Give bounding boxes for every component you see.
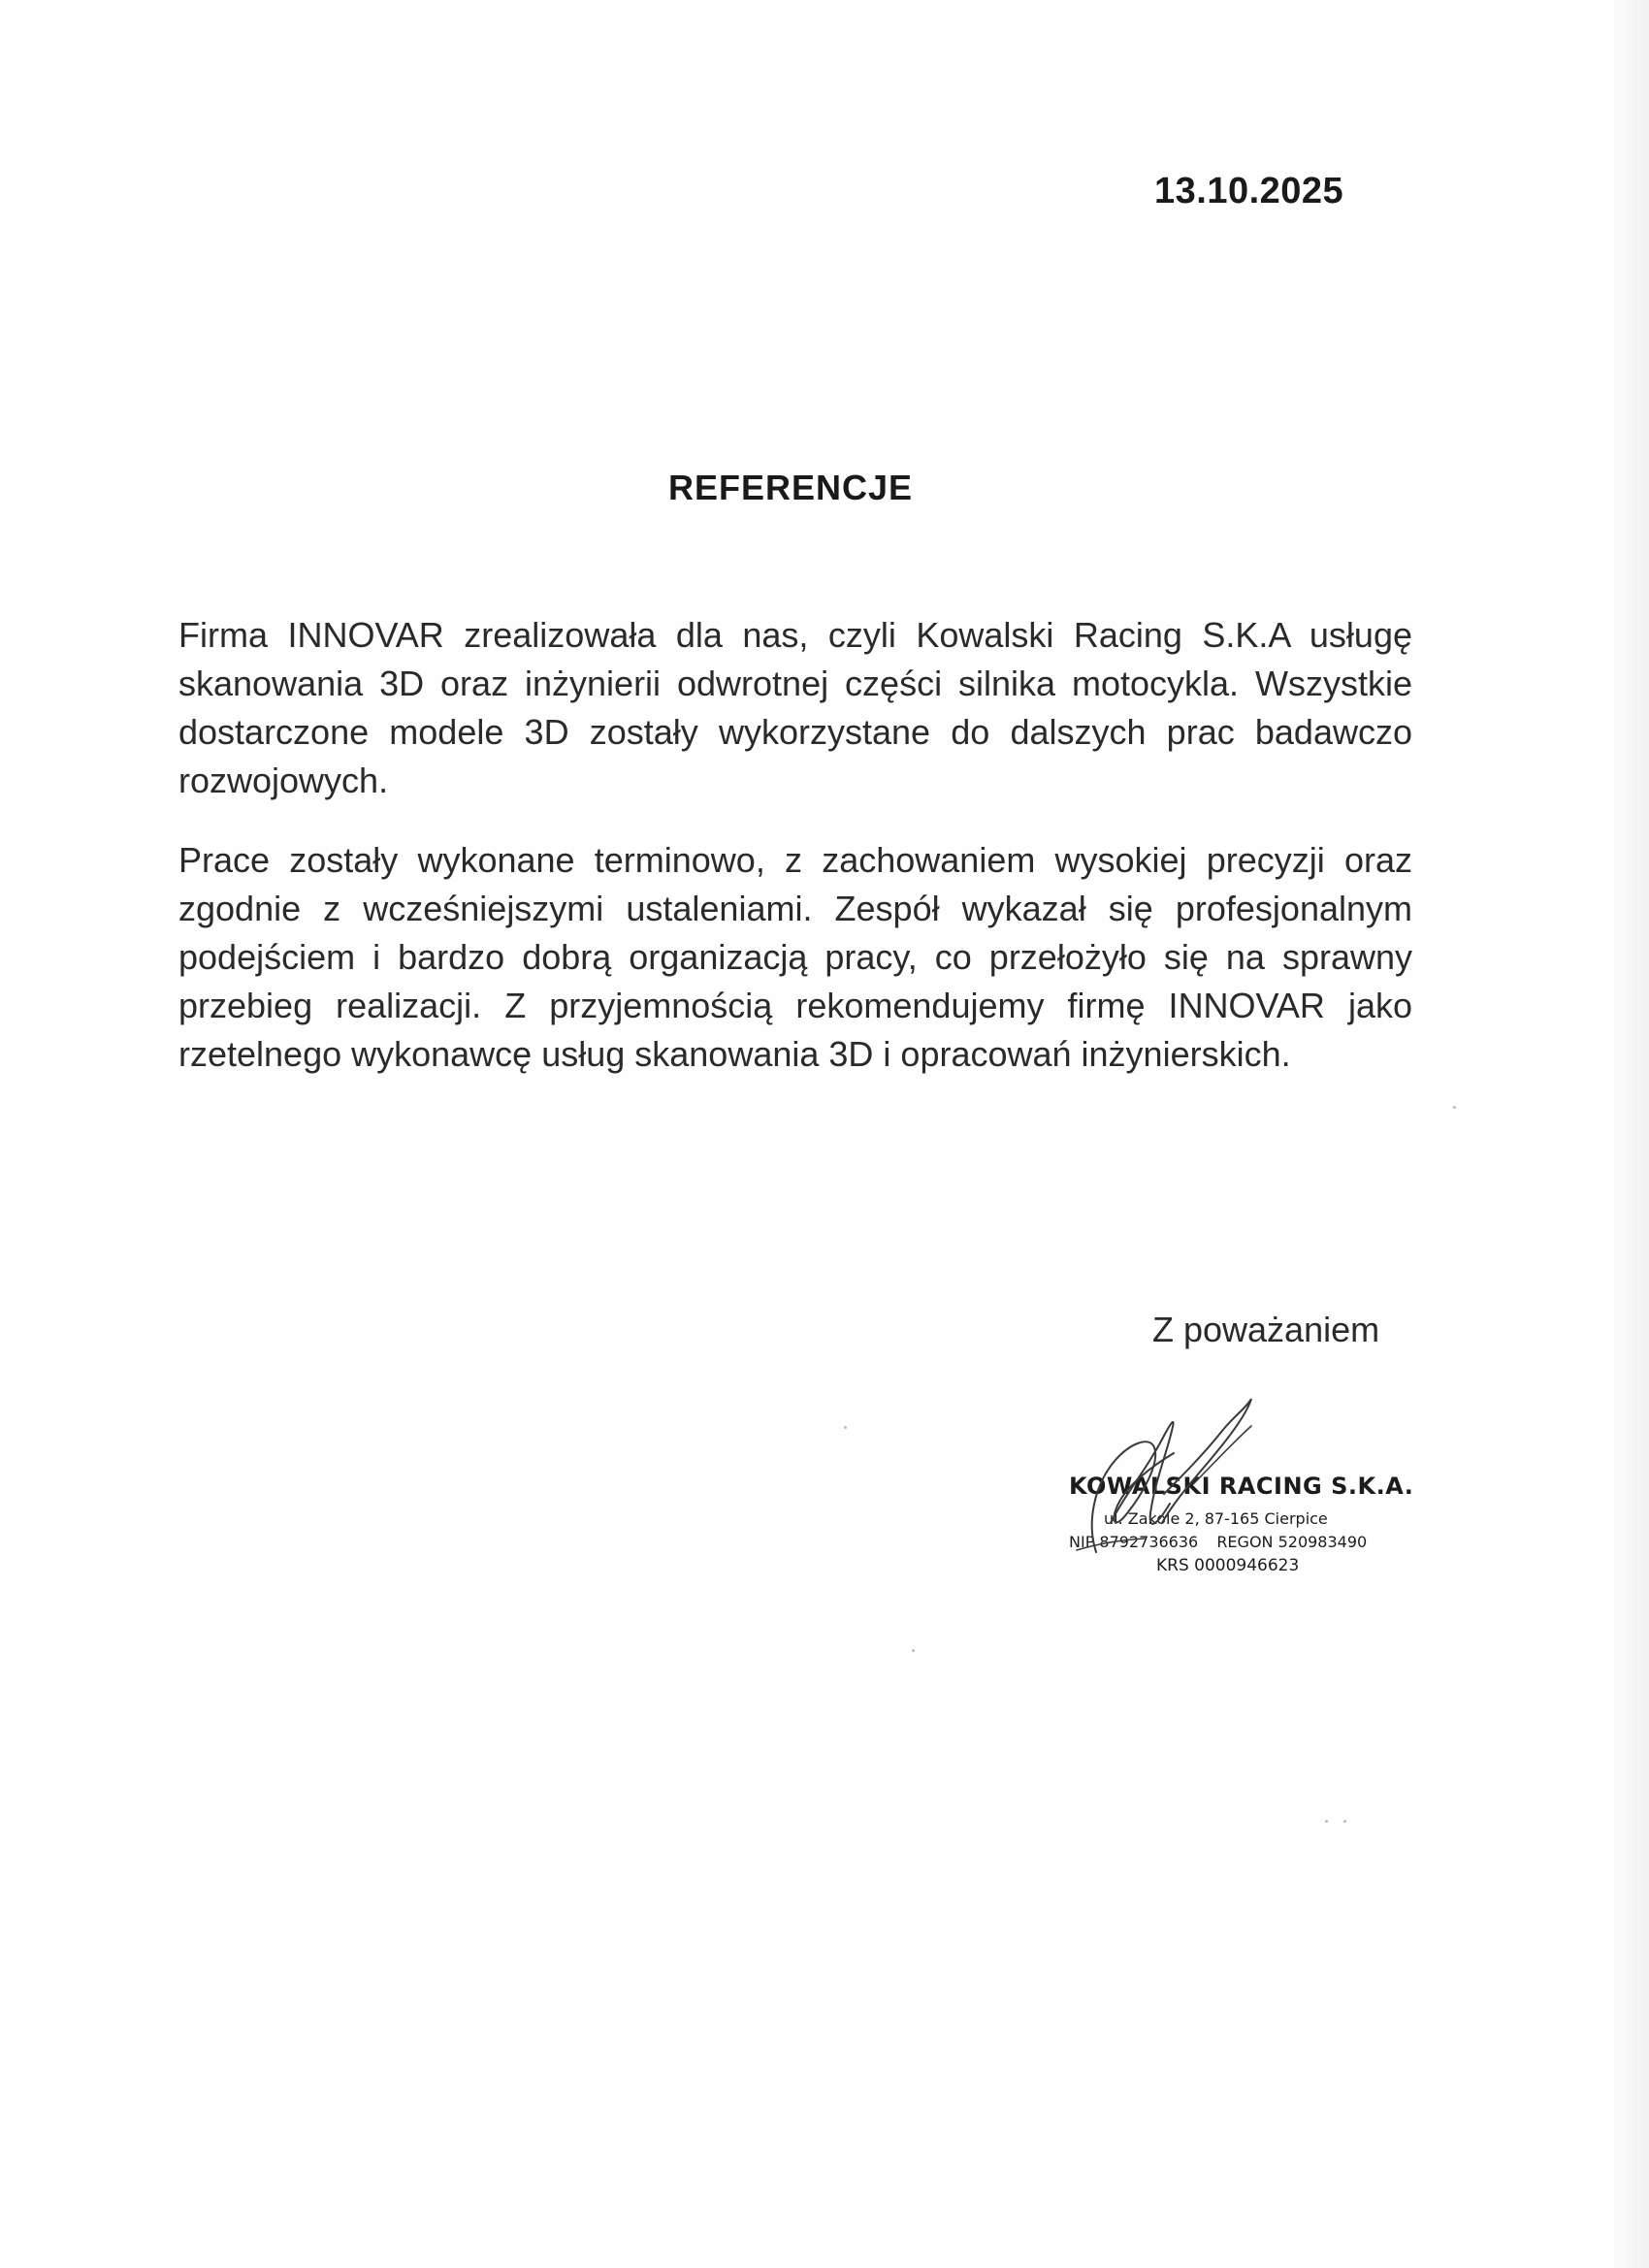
letter-title: REFERENCJE	[667, 468, 914, 507]
scan-edge-shadow	[1614, 0, 1649, 2268]
stamp-company-name: KOWALSKI RACING S.K.A.	[1069, 1473, 1414, 1500]
scan-speck	[1325, 1820, 1328, 1823]
stamp-address: ul. Zakole 2, 87-165 Cierpice	[1104, 1509, 1328, 1528]
stamp-regon: REGON 520983490	[1216, 1533, 1368, 1551]
handwritten-signature	[1057, 1377, 1290, 1562]
closing-phrase: Z poważaniem	[1152, 1310, 1380, 1349]
paragraph-2: Prace zostały wykonane terminowo, z zachowaniem wysokiej precyzji oraz zgodnie z wcześniejszymi ustaleniami. Zespół wykazał się profesjonalnym podejściem i bardzo dobrą organizacją pracy, co przełożyło się na sprawny przebieg realizacji. Z przyjemnością rekomendujemy firmę INNOVAR jako rzetelnego wykonawcę usług skanowania 3D i opracowań inżynierskich.	[178, 840, 1412, 1074]
scan-speck	[912, 1649, 915, 1652]
scan-speck	[1453, 1106, 1456, 1109]
scan-speck	[1343, 1820, 1346, 1823]
paragraph-1: Firma INNOVAR zrealizowała dla nas, czyli Kowalski Racing S.K.A usługę skanowania 3D oraz inżynierii odwrotnej części silnika motocykla. Wszystkie dostarczone modele 3D zostały wykorzystane do dalszych prac badawczo rozwojowych.	[178, 615, 1412, 800]
scan-speck	[844, 1426, 847, 1429]
letter-date: 13.10.2025	[1154, 171, 1344, 211]
stamp-nip: NIP 8792736636	[1069, 1533, 1199, 1551]
stamp-krs: KRS 0000946623	[1156, 1556, 1300, 1575]
